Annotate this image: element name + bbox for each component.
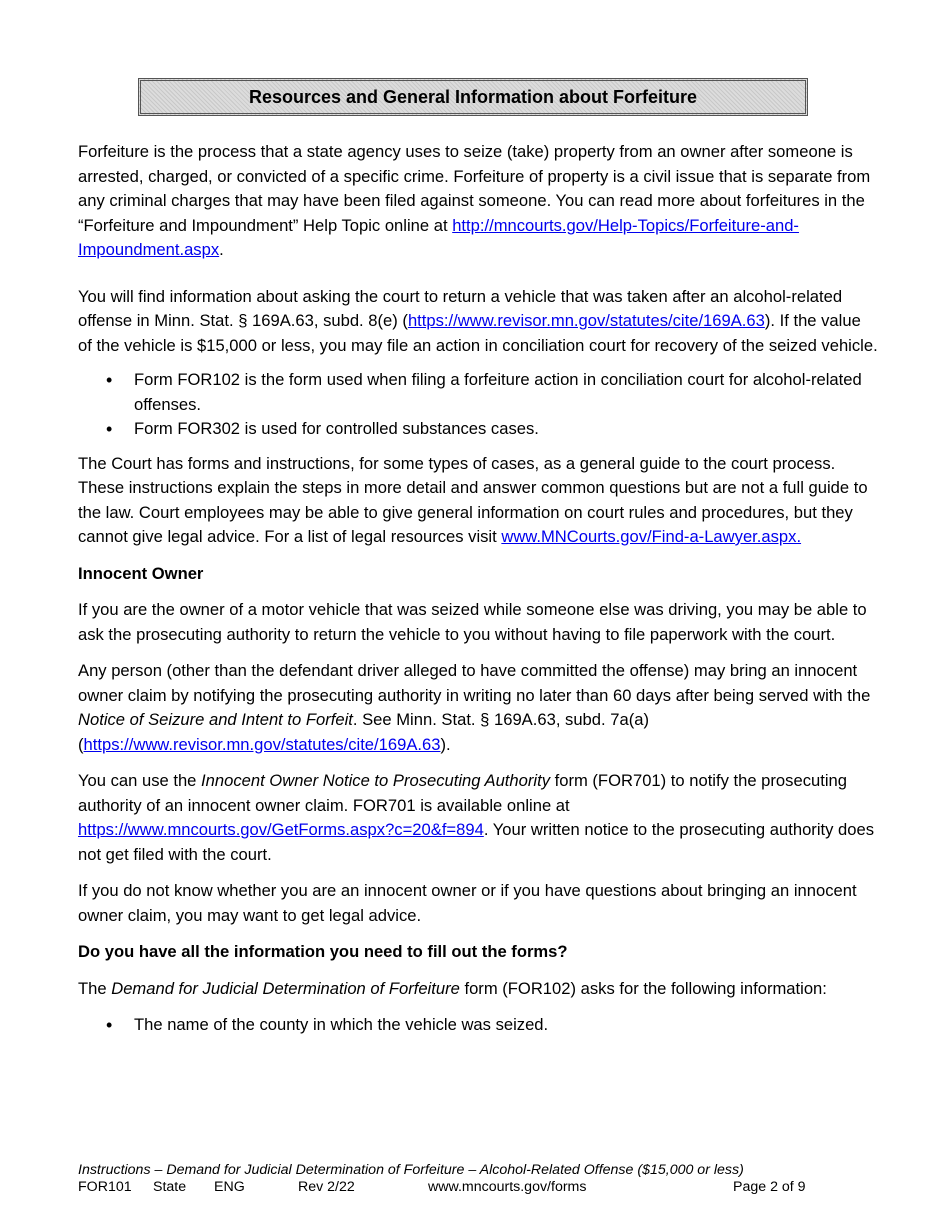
getforms-link[interactable]: https://www.mncourts.gov/GetForms.aspx?c=20&f=894 [78,820,484,839]
innocent-owner-paragraph-1: If you are the owner of a motor vehicle that was seized while someone else was driving, you may be able to ask the prosecuting authority to return the vehicle to you without having to file paperwork with the court. [78,600,867,644]
info-text-before: The [78,978,112,998]
footer-form-code: FOR101 [78,1179,132,1195]
footer-website: www.mncourts.gov/forms [428,1179,587,1195]
footer-language: ENG [214,1179,245,1195]
p2-text-mid: . See Minn. Stat. § 169A.63, subd. 7a(a) ( [78,710,649,754]
p2-text-after: ). [440,734,451,754]
innocent-owner-paragraph-4: If you do not know whether you are an innocent owner or if you have questions about bringing an innocent owner claim, you may want to get legal advice. [78,881,857,925]
p3-text-mid: form (FOR701) to notify the prosecuting authority of an innocent owner claim. FOR701 is available online at [78,771,847,815]
footer-title: Instructions – Demand for Judicial Determination of Forfeiture – Alcohol-Related Offense ($15,000 or less) [78,1162,744,1178]
intro-paragraph [78,140,878,263]
vehicle-paragraph [78,285,878,359]
statute-link-2[interactable]: https://www.revisor.mn.gov/statutes/cite/169A.63 [83,734,441,754]
statute-link[interactable]: https://www.revisor.mn.gov/statutes/cite/169A.63 [407,311,765,330]
innocent-owner-paragraph-3 [78,769,878,867]
list-item: • Form FOR302 is used for controlled substances cases. [134,417,878,442]
list-item: • Form FOR102 is the form used when filing a forfeiture action in conciliation court for alcohol-related offenses. [134,368,878,417]
demand-form-title: Demand for Judicial Determination of Forfeiture [111,978,460,998]
footer-meta-row [78,1179,878,1196]
court-forms-paragraph [78,452,878,550]
info-section-heading: Do you have all the information you need to fill out the forms? [78,942,568,961]
intro-text: Forfeiture is the process that a state agency uses to seize (take) property from an owner after someone is arrested, charged, or convicted of a specific crime. Forfeiture of property is a civil issue that is separate from any criminal charges that may have been filed against someone. You can read more about forfeitures in the “Forfeiture and Impoundment” Help Topic online at [78,142,871,235]
vehicle-text-after: ). If the value of the vehicle is $15,000 or less, you may file an action in conciliation court for recovery of the seized vehicle. [78,311,878,355]
info-list [78,1013,878,1038]
footer-page-number: Page 2 of 9 [733,1179,806,1195]
page-title: Resources and General Information about Forfeiture [248,87,698,107]
vehicle-text-before: You will find information about asking the court to return a vehicle that was taken after an alcohol-related offense in Minn. Stat. § 169A.63, subd. 8(e) ( [78,286,843,330]
innocent-owner-heading: Innocent Owner [78,563,204,583]
document-body [78,140,878,1048]
info-text-after: form (FOR102) asks for the following information: [459,978,827,998]
p3-text-before: You can use the [78,771,202,790]
form-title: Innocent Owner Notice to Prosecuting Authority [201,771,550,790]
title-banner [138,78,808,116]
p3-text-after: . Your written notice to the prosecuting authority does not get filed with the court. [78,820,875,864]
court-forms-text: The Court has forms and instructions, for some types of cases, as a general guide to the court process. These instructions explain the steps in more detail and answer common questions but are not a full guide to the law. Court employees may be able to give general information on court rules and procedures, but they cannot give legal advice. For a list of legal resources visit [78,453,868,546]
footer-revision: Rev 2/22 [298,1179,355,1195]
page-footer [78,1162,878,1196]
innocent-owner-paragraph-2 [78,659,878,757]
find-lawyer-link[interactable]: www.MNCourts.gov/Find-a-Lawyer.aspx. [501,527,802,546]
info-section-paragraph [78,977,878,1002]
footer-jurisdiction: State [153,1179,187,1195]
intro-after: . [219,240,224,259]
notice-title: Notice of Seizure and Intent to Forfeit [78,710,353,729]
list-item: • The name of the county in which the vehicle was seized. [134,1013,878,1038]
forms-list [78,368,878,442]
p2-text-before: Any person (other than the defendant driver alleged to have committed the offense) may bring an innocent owner claim by notifying the prosecuting authority in writing no later than 60 days after being served with the [78,661,871,705]
help-topic-link[interactable]: http://mncourts.gov/Help-Topics/Forfeiture-and-Impoundment.aspx [78,215,799,259]
